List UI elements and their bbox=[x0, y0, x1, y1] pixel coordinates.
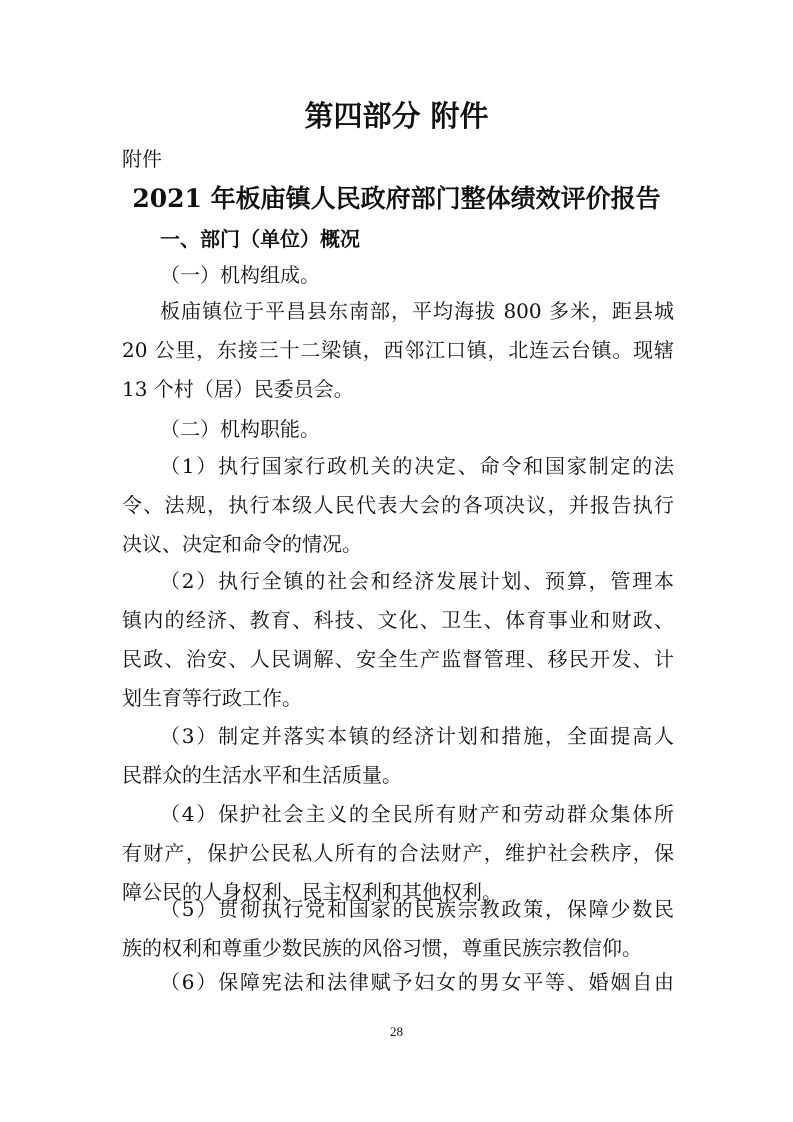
paragraph-function-3 bbox=[122, 717, 674, 795]
section-heading-overview: 一、部门（单位）概况 bbox=[160, 227, 360, 251]
paragraph-line: 划生育等行政工作。 bbox=[122, 686, 302, 710]
paragraph-line: （2）执行全镇的社会和经济发展计划、预算，管理本 bbox=[160, 569, 674, 593]
paragraph-line: 民政、治安、人民调解、安全生产监督管理、移民开发、计 bbox=[122, 647, 674, 671]
paragraph-line: 有财产，保护公民私人所有的合法财产，维护社会秩序，保 bbox=[122, 841, 674, 865]
paragraph-line: 令、法规，执行本级人民代表大会的各项决议，并报告执行 bbox=[122, 493, 674, 517]
paragraph-line: （4）保护社会主义的全民所有财产和劳动群众集体所 bbox=[160, 802, 674, 826]
paragraph-line: 民群众的生活水平和生活质量。 bbox=[122, 763, 402, 787]
paragraph-line: （6）保障宪法和法律赋予妇女的男女平等、婚姻自由 bbox=[160, 970, 674, 994]
attachment-label: 附件 bbox=[122, 147, 162, 171]
paragraph-function-2 bbox=[122, 562, 674, 718]
paragraph-line: 镇内的经济、教育、科技、文化、卫生、体育事业和财政、 bbox=[122, 608, 674, 632]
paragraph-line: （5）贯彻执行党和国家的民族宗教政策，保障少数民 bbox=[160, 897, 674, 921]
paragraph-function-6 bbox=[122, 963, 674, 1002]
paragraph-function-1 bbox=[122, 447, 674, 564]
report-title: 2021 年板庙镇人民政府部门整体绩效评价报告 bbox=[132, 184, 661, 213]
page-number: 28 bbox=[390, 1024, 403, 1039]
paragraph-function-5 bbox=[122, 890, 674, 968]
paragraph-line: 族的权利和尊重少数民族的风俗习惯，尊重民族宗教信仰。 bbox=[122, 936, 642, 960]
subsection-heading-org-functions: （二）机构职能。 bbox=[160, 417, 320, 441]
paragraph-overview bbox=[122, 292, 674, 409]
part-title: 第四部分 附件 bbox=[304, 99, 489, 133]
paragraph-line: 板庙镇位于平昌县东南部，平均海拔 800 多米，距县城 bbox=[160, 299, 674, 323]
paragraph-line: 障公民的人身权利、民主权利和其他权利。 bbox=[122, 880, 502, 904]
subsection-heading-org-composition: （一）机构组成。 bbox=[160, 263, 320, 287]
paragraph-line: 决议、决定和命令的情况。 bbox=[122, 532, 362, 556]
paragraph-line: 13 个村（居）民委员会。 bbox=[122, 377, 354, 401]
paragraph-line: （1）执行国家行政机关的决定、命令和国家制定的法 bbox=[160, 454, 674, 478]
paragraph-line: 20 公里，东接三十二梁镇，西邻江口镇，北连云台镇。现辖 bbox=[122, 338, 674, 362]
paragraph-line: （3）制定并落实本镇的经济计划和措施，全面提高人 bbox=[160, 724, 674, 748]
